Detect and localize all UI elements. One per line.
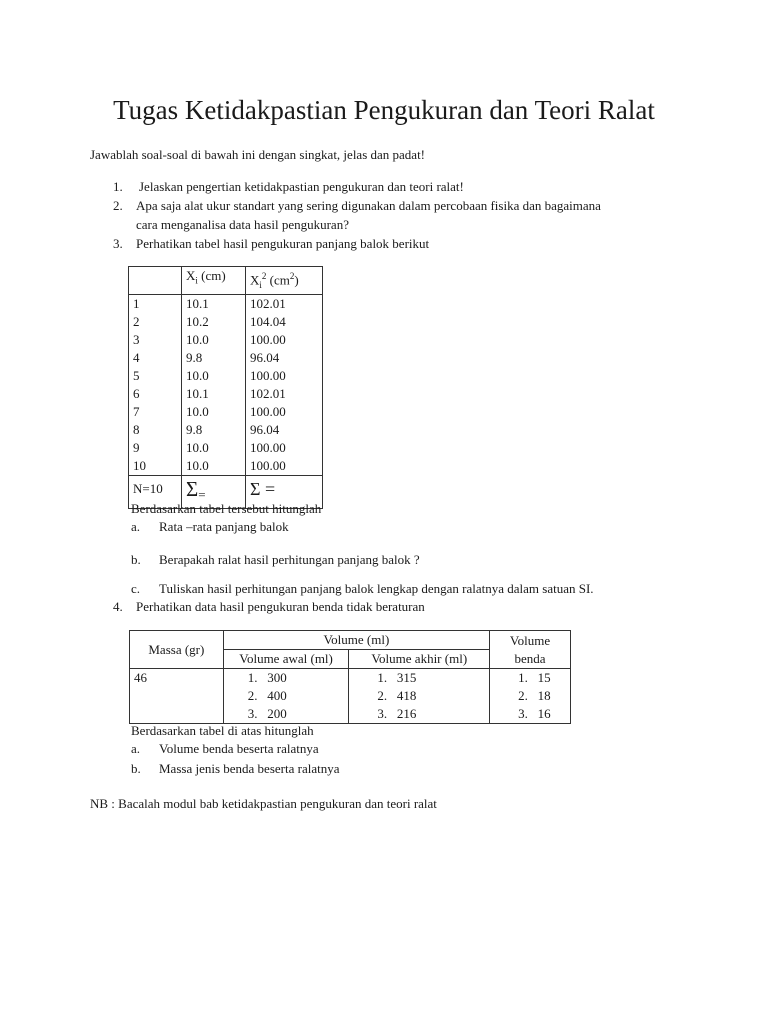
volume-awal-cell: 1. 300 2. 400 3. 200 [223,669,349,724]
q4-prompt: Berdasarkan tabel di atas hitunglah [131,723,314,738]
sub-question-text: Massa jenis benda beserta ralatnya [159,761,340,776]
sub-question-text: Berapakah ralat hasil perhitungan panjang balok ? [159,552,420,567]
table-row: 7 10.0 100.00 [129,403,323,421]
question-number: 4. [113,599,123,614]
sum-n-cell: N=10 [129,475,182,508]
table-row: 2 10.2 104.04 [129,313,323,331]
q3-prompt: Berdasarkan tabel tersebut hitunglah [131,501,322,516]
note-text: NB : Bacalah modul bab ketidakpastian pengukuran dan teori ralat [90,796,437,811]
header-volume-akhir: Volume akhir (ml) [349,650,490,669]
table-header-row [129,267,323,295]
table-row: 6 10.1 102.01 [129,385,323,403]
header-massa: Massa (gr) [130,631,224,669]
page-title: Tugas Ketidakpastian Pengukuran dan Teori Ralat [113,95,655,125]
header-volume-benda: Volume benda [490,631,571,669]
header-volume-awal: Volume awal (ml) [223,650,349,669]
question-number: 2. [113,198,123,213]
sub-question-text: Tuliskan hasil perhitungan panjang balok lengkap dengan ralatnya dalam satuan SI. [159,581,594,596]
question-text: Perhatikan data hasil pengukuran benda tidak beraturan [136,599,425,614]
sub-letter: a. [131,741,141,756]
volume-benda-cell: 1. 15 2. 18 3. 16 [490,669,571,724]
question-text: Perhatikan tabel hasil pengukuran panjang balok berikut [136,236,430,251]
sub-letter: a. [131,519,141,534]
question-text: Apa saja alat ukur standart yang sering digunakan dalam percobaan fisika dan bagaimana [136,198,601,213]
table-row: 10 10.0 100.00 [129,457,323,476]
table-header-row [130,631,571,650]
massa-cell: 46 [130,669,224,724]
volume-akhir-cell: 1. 315 2. 418 3. 216 [349,669,490,724]
question-text-cont: cara menganalisa data hasil pengukuran? [136,217,349,232]
sigma-symbol: Σ = [250,478,276,499]
question-number: 3. [113,236,123,251]
length-measurement-table [128,266,323,509]
sub-question-text: Rata –rata panjang balok [159,519,289,534]
sub-letter: b. [131,761,141,776]
question-text: Jelaskan pengertian ketidakpastian pengukuran dan teori ralat! [139,179,464,194]
table-row [130,669,571,724]
sub-letter: c. [131,581,141,596]
table-row: 4 9.8 96.04 [129,349,323,367]
sigma-symbol: Σ [186,476,199,501]
sub-question-text: Volume benda beserta ralatnya [159,741,319,756]
table-row: 8 9.8 96.04 [129,421,323,439]
table-row: 1 10.1 102.01 [129,294,323,313]
header-cell-xi-squared: $X_i^2$ $(cm^2)$ [246,267,323,295]
header-cell-xi: $X_i$ (cm) [182,267,246,295]
instruction-text: Jawablah soal-soal di bawah ini dengan singkat, jelas dan padat! [90,147,426,162]
question-number: 1. [113,179,123,194]
table-row: 5 10.0 100.00 [129,367,323,385]
header-cell-index [129,267,182,295]
table-row: 3 10.0 100.00 [129,331,323,349]
table-row: 9 10.0 100.00 [129,439,323,457]
header-volume: Volume (ml) [223,631,489,650]
volume-measurement-table [129,630,571,724]
sum-cell-xi: Σ= [182,475,246,508]
sub-letter: b. [131,552,141,567]
